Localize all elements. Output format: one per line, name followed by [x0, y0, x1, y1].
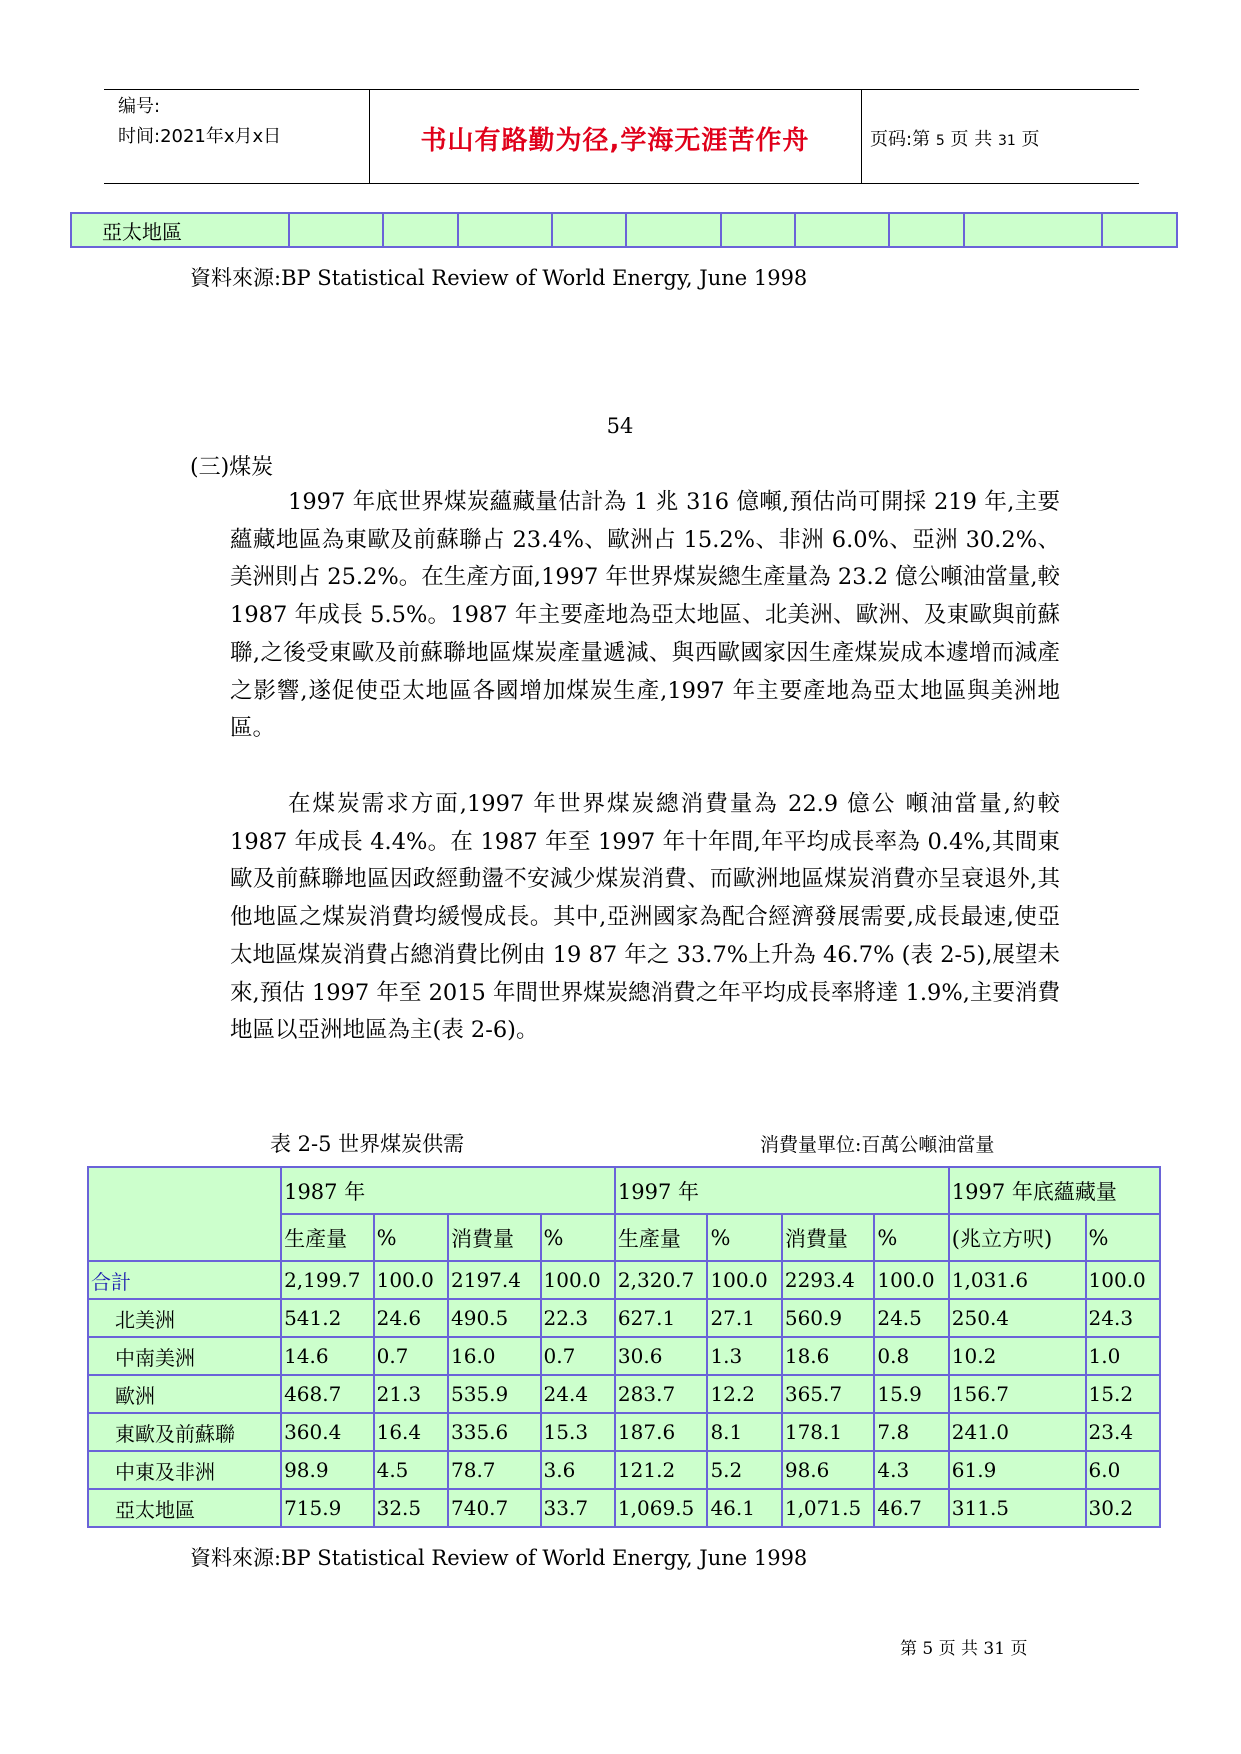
row-label: 歐洲 — [88, 1375, 281, 1413]
row-label: 東歐及前蘇聯 — [88, 1413, 281, 1451]
table-cell: 46.1 — [707, 1489, 781, 1527]
table-cell: 100.0 — [541, 1261, 615, 1299]
table-cell: 1,031.6 — [949, 1261, 1086, 1299]
paragraph-1 — [230, 484, 1060, 748]
table-cell — [458, 213, 552, 247]
table-cell: 61.9 — [949, 1451, 1086, 1489]
header-time: 时间:2021年x月x日 — [118, 126, 282, 147]
table-row — [88, 1375, 1160, 1413]
table-cell: 1,071.5 — [782, 1489, 875, 1527]
table-cell: 21.3 — [374, 1375, 448, 1413]
sub-header: % — [374, 1214, 448, 1261]
sub-header: % — [874, 1214, 948, 1261]
table-cell: 360.4 — [281, 1413, 374, 1451]
table-cell: 27.1 — [707, 1299, 781, 1337]
header-top-rule — [104, 89, 1139, 90]
table-cell: 1.0 — [1086, 1337, 1160, 1375]
table-cell — [721, 213, 796, 247]
table-cell: 241.0 — [949, 1413, 1086, 1451]
sub-header: 生產量 — [281, 1214, 374, 1261]
table-cell: 30.2 — [1086, 1489, 1160, 1527]
table-cell: 100.0 — [374, 1261, 448, 1299]
table-cell: 100.0 — [874, 1261, 948, 1299]
row-label: 亞太地區 — [71, 213, 289, 247]
table-cell: 715.9 — [281, 1489, 374, 1527]
table-cell: 2,320.7 — [615, 1261, 708, 1299]
table-cell: 3.6 — [541, 1451, 615, 1489]
table-cell: 12.2 — [707, 1375, 781, 1413]
paragraph-2 — [230, 786, 1060, 1050]
table-cell: 0.7 — [374, 1337, 448, 1375]
paragraph-1-text: 1997 年底世界煤炭蘊藏量估計為 1 兆 316 億噸,預估尚可開採 219 年,主要蘊藏地區為東歐及前蘇聯占 23.4%、歐洲占 15.2%、非洲 6.0%、亞洲 30.2%、美洲則占 25.2%。在生產方面,1997 年世界煤炭總生產量為 23.2 億公噸油當量,較 1987 年成長 5.5%。1987 年主要產地為亞太地區、北美洲、歐洲、及東歐與前蘇聯,之後受東歐及前蘇聯地區煤炭產量遞減、與西歐國家因生產煤炭成本遽增而減產之影響,遂促使亞太地區各國增加煤炭生產,1997 年主要產地為亞太地區與美洲地區。 — [230, 489, 1060, 742]
group-header-reserves: 1997 年底蘊藏量 — [949, 1167, 1160, 1214]
paragraph-2-text: 在煤炭需求方面,1997 年世界煤炭總消費量為 22.9 億公 噸油當量,約較 1987 年成長 4.4%。在 1987 年至 1997 年十年間,年平均成長率為 0.4%,其間東歐及前蘇聯地區因政經動盪不安減少煤炭消費、而歐洲地區煤炭消費亦呈衰退外,其他地區之煤炭消費均緩慢成長。其中,亞洲國家為配合經濟發展需要,成長最速,使亞太地區煤炭消費占總消費比例由 19 87 年之 33.7%上升為 46.7% (表 2-5),展望未來,預估 1997 年至 2015 年間世界煤炭總消費之年平均成長率將達 1.9%,主要消費地區以亞洲地區為主(表 2-6)。 — [230, 791, 1060, 1044]
table-row — [88, 1337, 1160, 1375]
row-label: 合計 — [88, 1261, 281, 1299]
table-cell: 33.7 — [541, 1489, 615, 1527]
table-cell: 4.5 — [374, 1451, 448, 1489]
sub-header: 消費量 — [782, 1214, 875, 1261]
table-cell: 2293.4 — [782, 1261, 875, 1299]
table-cell: 365.7 — [782, 1375, 875, 1413]
row-label: 中東及非洲 — [88, 1451, 281, 1489]
table-cell: 10.2 — [949, 1337, 1086, 1375]
table-cell: 156.7 — [949, 1375, 1086, 1413]
table-cell: 15.9 — [874, 1375, 948, 1413]
table-cell: 311.5 — [949, 1489, 1086, 1527]
table-cell — [964, 213, 1102, 247]
table-cell: 24.4 — [541, 1375, 615, 1413]
table-cell: 100.0 — [1086, 1261, 1160, 1299]
table-cell: 15.3 — [541, 1413, 615, 1451]
sub-header: % — [707, 1214, 781, 1261]
header-meta — [118, 92, 281, 152]
table-cell — [626, 213, 720, 247]
table-cell: 740.7 — [448, 1489, 541, 1527]
row-label: 中南美洲 — [88, 1337, 281, 1375]
table-row — [88, 1489, 1160, 1527]
continued-table — [70, 212, 1178, 248]
table-row — [88, 1299, 1160, 1337]
source-note-bottom: 資料來源:BP Statistical Review of World Energy, June 1998 — [190, 1546, 808, 1570]
sub-header: % — [541, 1214, 615, 1261]
table-cell: 2197.4 — [448, 1261, 541, 1299]
page-total: 31 — [997, 133, 1016, 149]
page-footer: 第 5 页 共 31 页 — [900, 1639, 1028, 1659]
table-cell: 1,069.5 — [615, 1489, 708, 1527]
table-cell — [889, 213, 964, 247]
table-row — [88, 1451, 1160, 1489]
table-cell: 24.5 — [874, 1299, 948, 1337]
table-cell: 5.2 — [707, 1451, 781, 1489]
table-cell: 560.9 — [782, 1299, 875, 1337]
table-cell: 16.4 — [374, 1413, 448, 1451]
table-row — [71, 213, 1177, 247]
table-cell — [383, 213, 458, 247]
table-cell: 2,199.7 — [281, 1261, 374, 1299]
table-cell — [552, 213, 627, 247]
table-row — [88, 1261, 1160, 1299]
table-cell: 14.6 — [281, 1337, 374, 1375]
group-header-1997: 1997 年 — [615, 1167, 949, 1214]
table-cell: 46.7 — [874, 1489, 948, 1527]
table-cell: 24.3 — [1086, 1299, 1160, 1337]
table-cell: 0.7 — [541, 1337, 615, 1375]
table-cell: 100.0 — [707, 1261, 781, 1299]
table-cell: 15.2 — [1086, 1375, 1160, 1413]
table-body — [88, 1261, 1160, 1527]
table-cell: 1.3 — [707, 1337, 781, 1375]
header-page-info — [870, 125, 1040, 151]
table-cell: 6.0 — [1086, 1451, 1160, 1489]
table-cell: 8.1 — [707, 1413, 781, 1451]
table-cell: 535.9 — [448, 1375, 541, 1413]
table-cell: 23.4 — [1086, 1413, 1160, 1451]
table-unit: 消費量單位:百萬公噸油當量 — [760, 1134, 995, 1156]
source-note-top: 資料來源:BP Statistical Review of World Energy, June 1998 — [190, 266, 808, 290]
header-number: 编号: — [118, 96, 161, 117]
group-header-1987: 1987 年 — [281, 1167, 615, 1214]
page-suffix: 页 — [1021, 129, 1040, 150]
page-prefix: 页码:第 — [870, 129, 931, 150]
table-cell: 250.4 — [949, 1299, 1086, 1337]
page-current: 5 — [935, 133, 945, 149]
table-cell: 4.3 — [874, 1451, 948, 1489]
table-cell: 0.8 — [874, 1337, 948, 1375]
table-group-header-row — [88, 1167, 1160, 1214]
sub-header: % — [1086, 1214, 1160, 1261]
table-cell: 468.7 — [281, 1375, 374, 1413]
page-number: 54 — [606, 414, 634, 438]
table-corner-cell — [88, 1167, 281, 1261]
row-label: 北美洲 — [88, 1299, 281, 1337]
table-cell: 490.5 — [448, 1299, 541, 1337]
table-cell: 78.7 — [448, 1451, 541, 1489]
sub-header: 消費量 — [448, 1214, 541, 1261]
table-cell — [795, 213, 889, 247]
table-cell: 22.3 — [541, 1299, 615, 1337]
section-title: (三)煤炭 — [190, 455, 274, 480]
header-motto: 书山有路勤为径,学海无涯苦作舟 — [420, 126, 810, 156]
header-bottom-rule — [104, 183, 1139, 184]
table-cell: 98.6 — [782, 1451, 875, 1489]
table-cell: 121.2 — [615, 1451, 708, 1489]
table-cell: 30.6 — [615, 1337, 708, 1375]
table-cell — [1102, 213, 1177, 247]
table-cell: 16.0 — [448, 1337, 541, 1375]
page-mid: 页 共 — [950, 129, 993, 150]
sub-header: (兆立方呎) — [949, 1214, 1086, 1261]
table-cell: 335.6 — [448, 1413, 541, 1451]
table-cell: 18.6 — [782, 1337, 875, 1375]
coal-supply-demand-table — [87, 1166, 1161, 1528]
table-cell — [289, 213, 383, 247]
sub-header: 生產量 — [615, 1214, 708, 1261]
table-cell: 283.7 — [615, 1375, 708, 1413]
table-caption: 表 2-5 世界煤炭供需 — [270, 1132, 465, 1156]
table-cell: 7.8 — [874, 1413, 948, 1451]
row-label: 亞太地區 — [88, 1489, 281, 1527]
table-row — [88, 1413, 1160, 1451]
table-cell: 32.5 — [374, 1489, 448, 1527]
table-cell: 541.2 — [281, 1299, 374, 1337]
header-divider-right — [861, 90, 862, 183]
table-cell: 187.6 — [615, 1413, 708, 1451]
table-cell: 627.1 — [615, 1299, 708, 1337]
table-cell: 178.1 — [782, 1413, 875, 1451]
table-cell: 24.6 — [374, 1299, 448, 1337]
table-cell: 98.9 — [281, 1451, 374, 1489]
